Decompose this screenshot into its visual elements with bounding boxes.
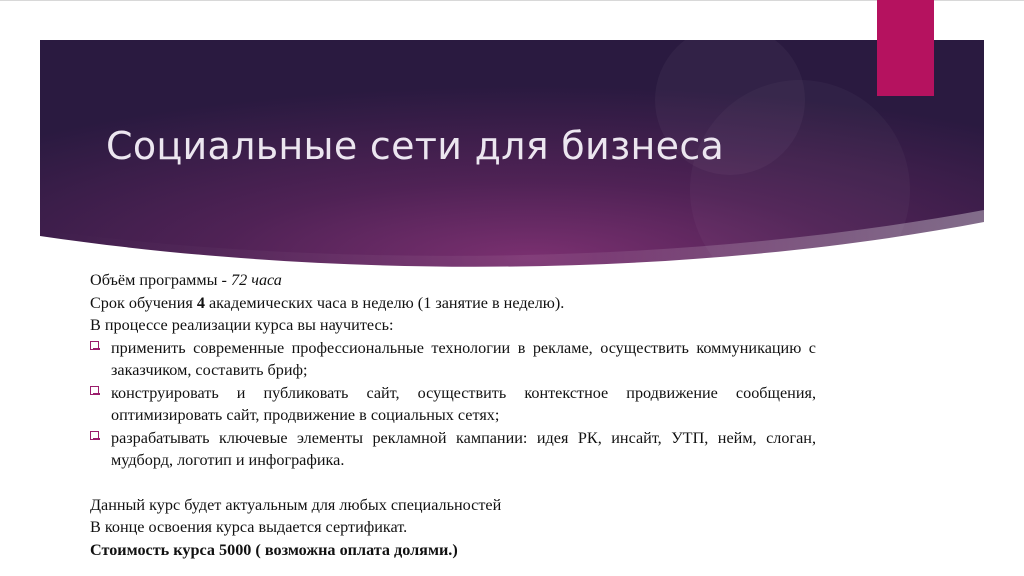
- checkbox-bullet-icon: [90, 341, 99, 350]
- course-price: Стоимость курса 5000 ( возможна оплата долями.): [90, 540, 458, 559]
- study-duration-label: Срок обучения: [90, 293, 197, 312]
- study-duration-details: академических часа в неделю (1 занятие в неделю).: [204, 293, 565, 312]
- course-relevance: Данный курс будет актуальным для любых специальностей: [90, 495, 502, 514]
- top-divider: [0, 0, 1024, 1]
- checkbox-bullet-icon: [90, 386, 99, 395]
- list-item: [90, 337, 816, 382]
- title-banner: [40, 40, 984, 270]
- program-volume-label: Объём программы -: [90, 271, 231, 289]
- slide-body: [90, 269, 816, 561]
- program-volume: [90, 269, 816, 292]
- program-volume-value: 72 часа: [230, 271, 282, 289]
- checkbox-bullet-icon: [90, 431, 99, 440]
- certificate-note: В конце освоения курса выдается сертификат.: [90, 518, 408, 536]
- list-item-text: разрабатывать ключевые элементы рекламной кампании: идея РК, инсайт, УТП, нейм, слоган, мудборд, логотип и инфографика.: [111, 428, 816, 469]
- list-item-text: конструировать и публиковать сайт, осуществить контекстное продвижение сообщения, оптимизировать сайт, продвижение в социальных сетях;: [111, 383, 816, 424]
- list-item: [90, 382, 816, 427]
- study-duration-number: 4: [196, 293, 205, 312]
- study-duration: [90, 292, 816, 315]
- list-item-text: применить современные профессиональные технологии в рекламе, осуществить коммуникацию с заказчиком, составить бриф;: [111, 338, 816, 379]
- skills-list: [90, 337, 816, 472]
- accent-tab: [877, 0, 934, 96]
- list-item: [90, 427, 816, 472]
- slide-title: Социальные сети для бизнеса: [106, 124, 725, 168]
- skills-intro: В процессе реализации курса вы научитесь:: [90, 316, 394, 334]
